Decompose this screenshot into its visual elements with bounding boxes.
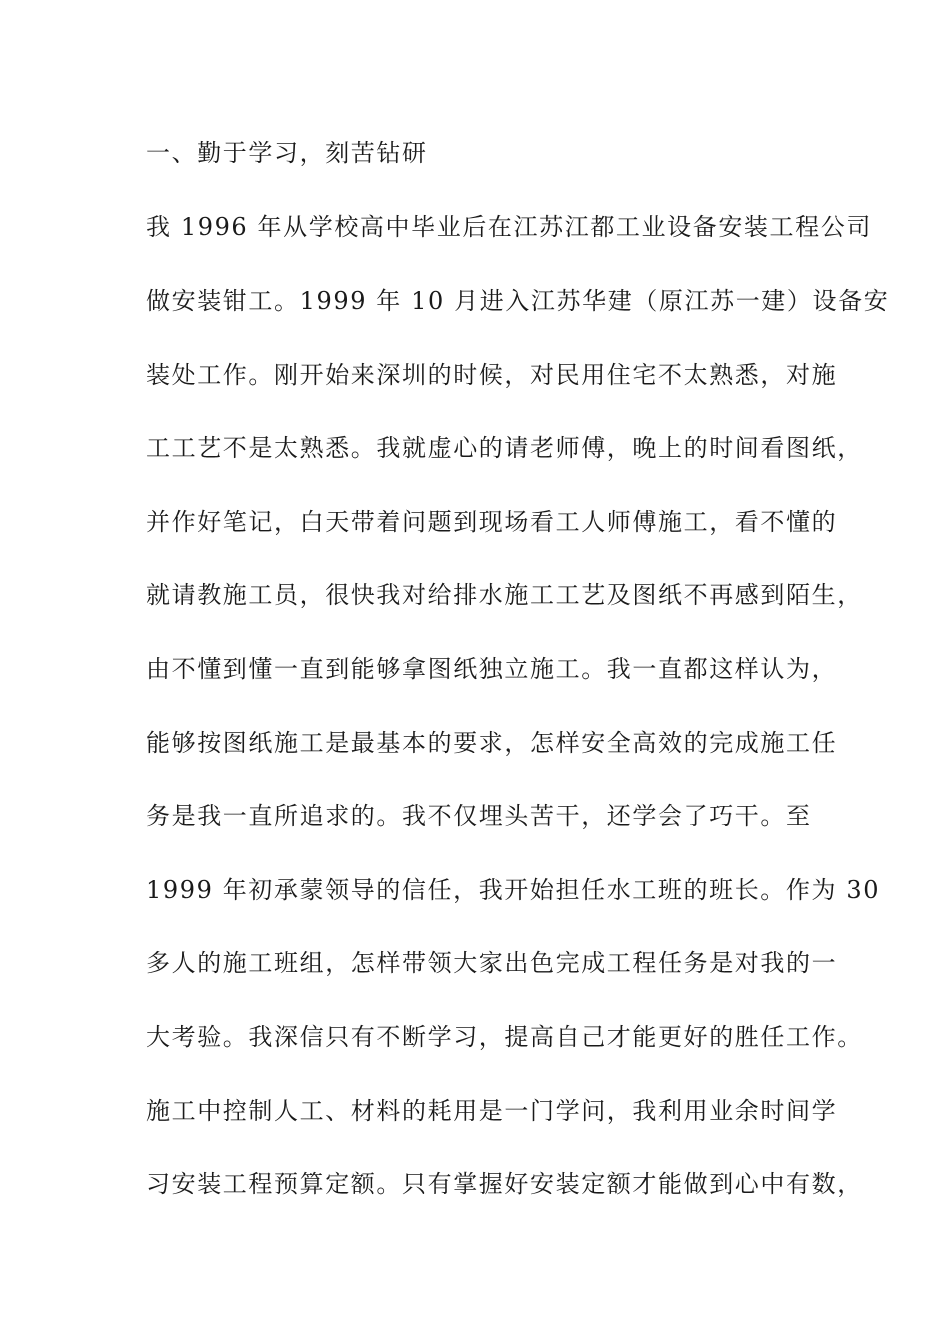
paragraph-line: 习安装工程预算定额。只有掌握好安装定额才能做到心中有数， [146,1170,863,1199]
paragraph-line: 务是我一直所追求的。我不仅埋头苦干，还学会了巧干。至 [146,802,812,831]
paragraph-line: 工工艺不是太熟悉。我就虚心的请老师傅，晚上的时间看图纸， [146,434,863,463]
paragraph-line: 1999 年初承蒙领导的信任，我开始担任水工班的班长。作为 30 [146,875,881,904]
paragraph-line: 装处工作。刚开始来深圳的时候，对民用住宅不太熟悉，对施 [146,360,838,389]
document-body [146,134,890,1239]
paragraph-line: 施工中控制人工、材料的耗用是一门学问，我利用业余时间学 [146,1096,838,1125]
paragraph-line: 并作好笔记，白天带着问题到现场看工人师傅施工，看不懂的 [146,507,838,536]
paragraph-line: 就请教施工员，很快我对给排水施工工艺及图纸不再感到陌生， [146,581,863,610]
paragraph-line: 做安装钳工。1999 年 10 月进入江苏华建（原江苏一建）设备安 [146,286,890,315]
paragraph-line: 由不懂到懂一直到能够拿图纸独立施工。我一直都这样认为， [146,654,838,683]
paragraph-line: 多人的施工班组，怎样带领大家出色完成工程任务是对我的一 [146,949,838,978]
paragraph-line: 大考验。我深信只有不断学习，提高自己才能更好的胜任工作。 [146,1022,863,1051]
paragraph-line: 能够按图纸施工是最基本的要求，怎样安全高效的完成施工任 [146,728,838,757]
section-heading: 一、勤于学习，刻苦钻研 [146,139,428,167]
paragraph-line: 我 1996 年从学校高中毕业后在江苏江都工业设备安装工程公司 [146,213,872,242]
